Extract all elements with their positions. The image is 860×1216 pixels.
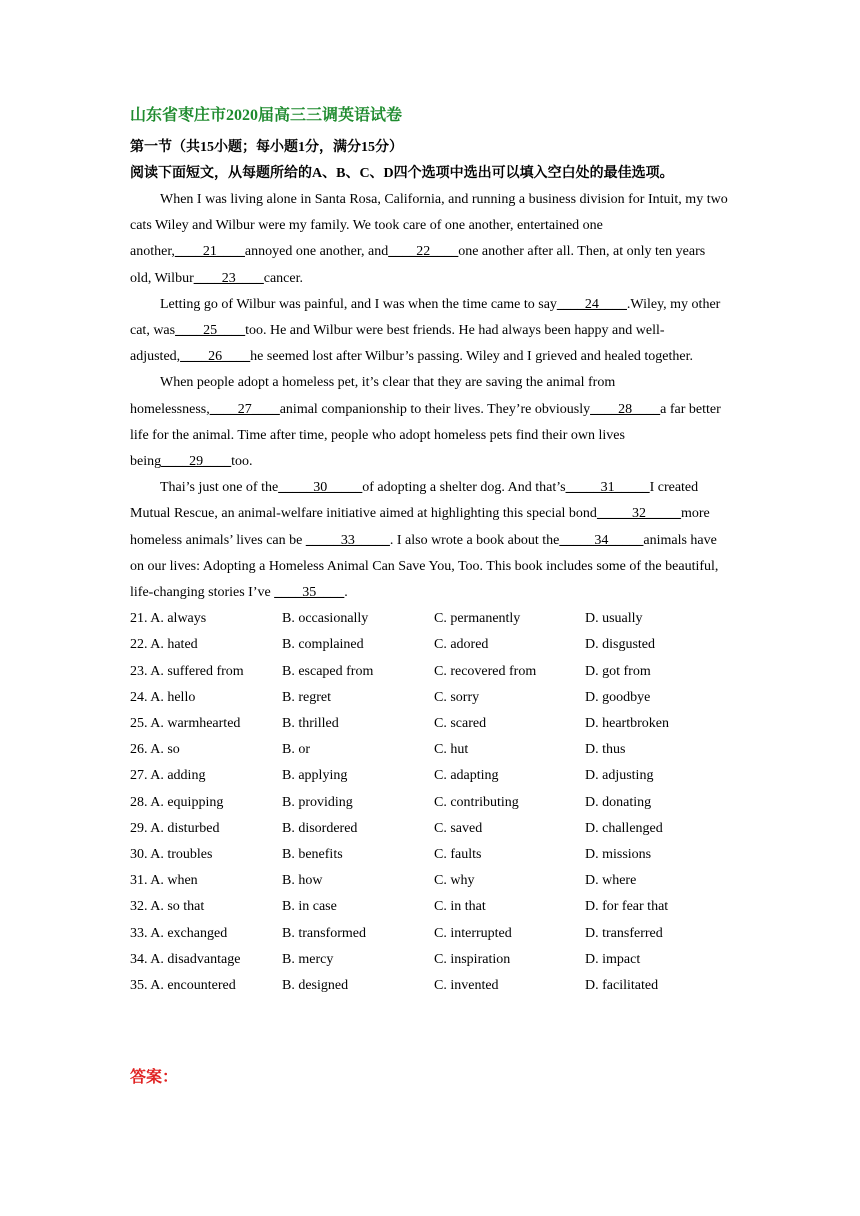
cloze-blank: ____24____ — [556, 296, 627, 312]
cloze-blank: ____21____ — [174, 244, 245, 260]
option-b: B. mercy — [282, 951, 334, 967]
section-heading: 第一节（共15小题；每小题1分，满分15分） — [130, 140, 403, 155]
passage-text: . — [344, 585, 348, 601]
passage-text: he seemed lost after Wilbur’s passing. Wiley and I grieved and healed together. — [250, 349, 694, 365]
cloze-blank: ____27____ — [209, 401, 280, 417]
option-a: 27. A. adding — [130, 768, 206, 784]
option-a: 29. A. disturbed — [130, 820, 220, 836]
options-list — [130, 606, 730, 999]
option-c: C. why — [434, 873, 475, 889]
option-d: D. goodbye — [585, 689, 651, 705]
option-b: B. disordered — [282, 820, 358, 836]
option-c: C. permanently — [434, 611, 521, 627]
option-d: D. got from — [585, 663, 651, 679]
passage-paragraph — [130, 370, 730, 475]
passage-text: annoyed one another, and — [244, 244, 389, 260]
cloze-blank: _____33_____ — [305, 532, 390, 548]
option-d: D. usually — [585, 611, 643, 627]
option-row — [130, 711, 730, 737]
passage-text: .Wiley, my other cat, was — [130, 296, 721, 339]
option-a: 23. A. suffered from — [130, 663, 244, 679]
option-c: C. adapting — [434, 768, 499, 784]
cloze-blank: ____22____ — [388, 244, 459, 260]
option-row — [130, 685, 730, 711]
option-a: 22. A. hated — [130, 637, 198, 653]
option-b: B. how — [282, 873, 323, 889]
option-b: B. benefits — [282, 847, 343, 863]
option-row — [130, 790, 730, 816]
option-b: B. providing — [282, 794, 353, 810]
option-a: 31. A. when — [130, 873, 198, 889]
cloze-blank: _____30_____ — [278, 480, 363, 496]
passage-paragraph — [130, 187, 730, 292]
option-b: B. complained — [282, 637, 364, 653]
passage-paragraph — [130, 475, 730, 606]
option-b: B. regret — [282, 689, 331, 705]
passage-text: too. He and Wilbur were best friends. He had always been happy and well-adjusted, — [130, 323, 665, 365]
option-row — [130, 842, 730, 868]
exam-title: 山东省枣庄市2020届高三三调英语试卷 — [130, 107, 403, 124]
instruction-text: 阅读下面短文，从每题所给的A、B、C、D四个选项中选出可以填入空白处的最佳选项。 — [130, 166, 674, 181]
option-b: B. applying — [282, 768, 348, 784]
option-c: C. inspiration — [434, 951, 511, 967]
option-c: C. sorry — [434, 689, 480, 705]
cloze-blank: ____29____ — [161, 454, 232, 470]
option-row — [130, 973, 730, 999]
option-c: C. contributing — [434, 794, 519, 810]
answer-label: 答案： — [130, 1069, 179, 1086]
passage-text: I created Mutual Rescue, an animal-welfare initiative aimed at highlighting this special bond — [130, 480, 699, 522]
option-b: B. escaped from — [282, 663, 374, 679]
option-c: C. recovered from — [434, 663, 537, 679]
option-c: C. invented — [434, 978, 499, 994]
option-c: C. interrupted — [434, 925, 512, 941]
passage-text: too. — [231, 454, 253, 470]
option-d: D. donating — [585, 794, 652, 810]
cloze-blank: _____31_____ — [565, 480, 650, 496]
option-b: B. occasionally — [282, 611, 369, 627]
cloze-passage — [130, 187, 730, 606]
option-d: D. facilitated — [585, 978, 659, 994]
option-row — [130, 894, 730, 920]
cloze-blank: ____23____ — [193, 270, 264, 286]
option-row — [130, 763, 730, 789]
passage-text: When people adopt a homeless pet, it’s clear that they are saving the animal from homelessness, — [130, 375, 616, 417]
option-b: B. or — [282, 742, 310, 758]
option-d: D. for fear that — [585, 899, 669, 915]
option-d: D. thus — [585, 742, 626, 758]
cloze-blank: ____28____ — [590, 401, 661, 417]
cloze-blank: ____25____ — [175, 323, 246, 339]
option-d: D. challenged — [585, 820, 663, 836]
option-d: D. where — [585, 873, 637, 889]
passage-text: Thai’s just one of the — [160, 480, 279, 496]
option-a: 21. A. always — [130, 611, 207, 627]
option-c: C. adored — [434, 637, 489, 653]
option-row — [130, 921, 730, 947]
option-a: 34. A. disadvantage — [130, 951, 241, 967]
option-d: D. adjusting — [585, 768, 654, 784]
passage-text: animal companionship to their lives. They’re obviously — [279, 401, 591, 417]
option-a: 28. A. equipping — [130, 794, 224, 810]
option-d: D. missions — [585, 847, 652, 863]
option-d: D. disgusted — [585, 637, 655, 653]
option-a: 25. A. warmhearted — [130, 716, 241, 732]
option-a: 32. A. so that — [130, 899, 205, 915]
option-d: D. impact — [585, 951, 641, 967]
option-b: B. designed — [282, 978, 349, 994]
option-b: B. transformed — [282, 925, 366, 941]
option-a: 33. A. exchanged — [130, 925, 228, 941]
passage-text: . I also wrote a book about the — [389, 532, 560, 548]
option-a: 35. A. encountered — [130, 978, 236, 994]
option-c: C. saved — [434, 820, 483, 836]
passage-paragraph — [130, 292, 730, 371]
passage-text: a far better life for the animal. Time after time, people who adopt homeless pets find their own lives being — [130, 401, 721, 470]
cloze-blank: _____34_____ — [559, 532, 644, 548]
passage-text: cancer. — [263, 270, 303, 286]
cloze-blank: ____26____ — [180, 349, 251, 365]
option-c: C. scared — [434, 716, 487, 732]
option-c: C. in that — [434, 899, 486, 915]
passage-text: animals have on our lives: Adopting a Homeless Animal Can Save You, Too. This book includes some of the beautiful, life-changing stories I’ve — [130, 532, 719, 601]
option-b: B. thrilled — [282, 716, 339, 732]
cloze-blank: _____32_____ — [596, 506, 681, 522]
option-c: C. faults — [434, 847, 482, 863]
option-row — [130, 606, 730, 632]
option-d: D. transferred — [585, 925, 663, 941]
option-c: C. hut — [434, 742, 469, 758]
option-row — [130, 737, 730, 763]
exam-page — [130, 104, 730, 999]
option-row — [130, 816, 730, 842]
option-b: B. in case — [282, 899, 337, 915]
passage-text: of adopting a shelter dog. And that’s — [362, 480, 566, 496]
option-a: 26. A. so — [130, 742, 180, 758]
option-a: 24. A. hello — [130, 689, 196, 705]
cloze-blank: ____35____ — [274, 585, 345, 601]
option-row — [130, 868, 730, 894]
passage-text: more homeless animals’ lives can be — [130, 506, 710, 548]
passage-text: one another after all. Then, at only ten years old, Wilbur — [130, 244, 706, 286]
passage-text: When I was living alone in Santa Rosa, California, and running a business division for Intuit, my two cats Wiley and Wilbur were my family. We took care of one another, entertained one another, — [130, 192, 728, 260]
option-row — [130, 947, 730, 973]
passage-text: Letting go of Wilbur was painful, and I was when the time came to say — [160, 296, 557, 312]
option-d: D. heartbroken — [585, 716, 669, 732]
option-row — [130, 632, 730, 658]
option-a: 30. A. troubles — [130, 847, 213, 863]
option-row — [130, 659, 730, 685]
